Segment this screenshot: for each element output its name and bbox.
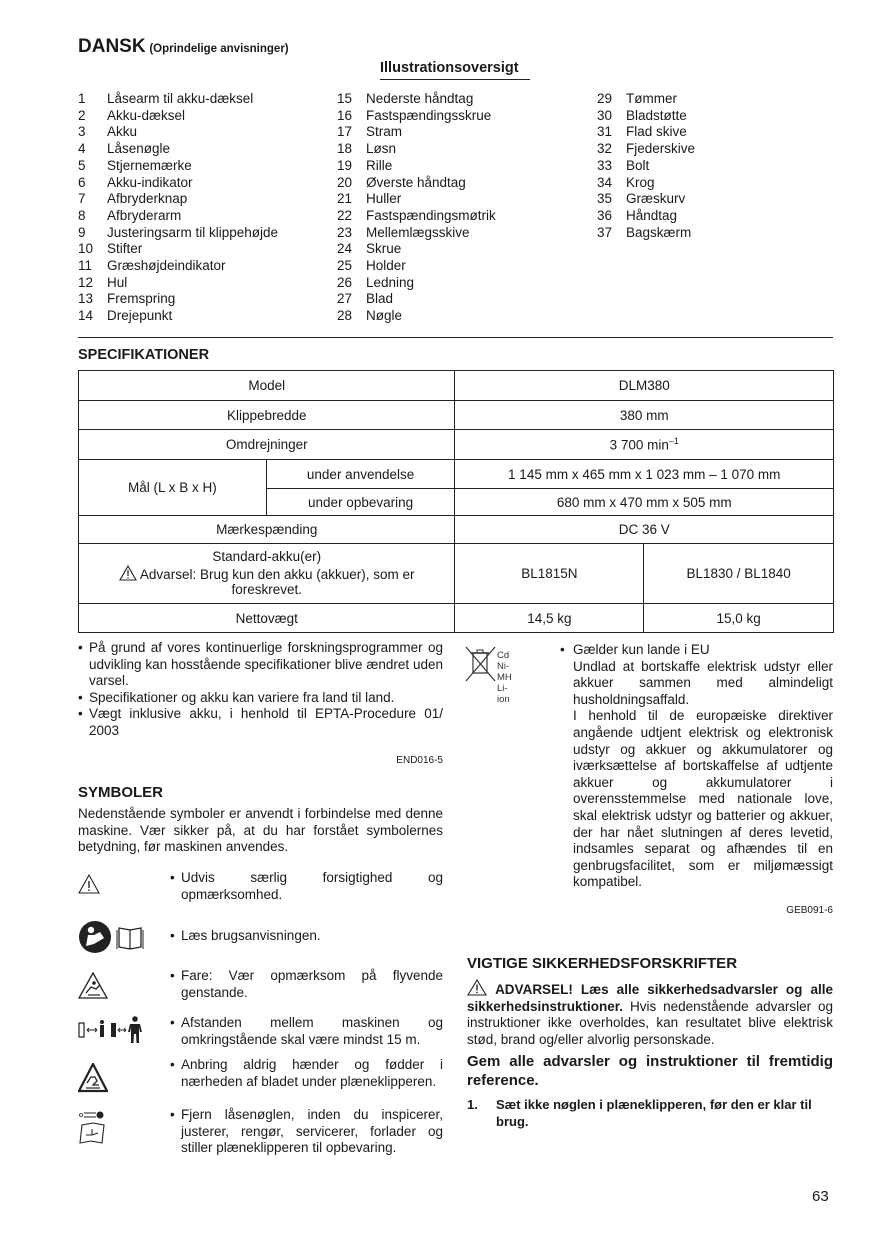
spec-value: DC 36 V — [455, 516, 834, 544]
part-item: 18 Løsn — [337, 141, 397, 157]
spec-label: Standard-akku(er) Advarsel: Brug kun den akku (akkuer), som er foreskrevet. — [79, 544, 455, 604]
read-manual-icon — [78, 920, 148, 954]
reference-code: GEB091-6 — [786, 904, 833, 916]
part-item: 1 Låsearm til akku-dæksel — [78, 91, 254, 106]
specifications-table — [78, 370, 834, 633]
part-item: 4 Låsenøgle — [78, 141, 171, 157]
spec-value: DLM380 — [455, 371, 834, 401]
spec-value: 3 700 $\min^{-1}$ — [455, 430, 834, 460]
symbol-item: • Læs brugsanvisningen. — [78, 920, 443, 957]
parts-list-col-3 — [597, 91, 695, 241]
part-item: 28 Nøgle — [337, 308, 403, 324]
warning-triangle-icon — [78, 874, 100, 894]
specification-notes — [78, 640, 443, 770]
part-item: 25 Holder — [337, 258, 406, 274]
symbol-item: • Udvis særlig forsigtighed og opmærksomhed. — [78, 870, 443, 903]
save-instructions-note: Gem alle advarsler og instruktioner til fremtidig reference. — [467, 1053, 833, 1089]
symbol-item: • Fjern låsenøglen, inden du inspicerer, justerer, rengør, servicerer, forlader og stiller plæneklipperen til opbevaring. — [78, 1107, 443, 1157]
spec-label: Mærkespænding — [79, 516, 455, 544]
section-divider — [78, 337, 833, 338]
spec-value: 14,5 kg — [455, 604, 644, 633]
part-item: 14 Drejepunkt — [78, 308, 173, 324]
warning-triangle-icon — [467, 979, 487, 996]
spec-row-voltage — [79, 516, 834, 544]
part-item: 11 Græshøjdeindikator — [78, 258, 226, 274]
part-item: 12 Hul — [78, 274, 128, 290]
note-item: • Vægt inklusive akku, i henhold til EPTA-Procedure 01/ 2003 — [78, 706, 443, 738]
page-number: 63 — [812, 1188, 829, 1205]
part-item: 30 Bladstøtte — [597, 107, 687, 123]
language-subtitle: (Oprindelige anvisninger) — [149, 43, 289, 55]
spec-value: 15,0 kg — [644, 604, 834, 633]
parts-list-col-2 — [337, 91, 496, 325]
spec-row-battery — [79, 544, 834, 604]
spec-label: Mål (L x B x H) — [79, 460, 267, 516]
part-item: 31 Flad skive — [597, 124, 687, 140]
warning-bold-text: ADVARSEL! Læs alle sikkerhedsadvarsler og alle sikkerhedsinstruktioner. — [467, 982, 833, 1014]
warning-triangle-icon — [119, 565, 137, 581]
language-name: DANSK — [78, 36, 146, 57]
spec-label: Model — [79, 371, 455, 401]
spec-value: BL1830 / BL1840 — [644, 544, 834, 604]
part-item: 13 Fremspring — [78, 291, 176, 307]
flying-objects-icon — [78, 972, 108, 1000]
crossed-bin-icon — [465, 645, 499, 685]
part-item: 32 Fjederskive — [597, 141, 696, 157]
spec-value: 1 145 mm x 465 mm x 1 023 mm – 1 070 mm — [455, 460, 834, 489]
spec-row-model — [79, 371, 834, 401]
part-item: 8 Afbryderarm — [78, 207, 182, 223]
safety-rule-item: 1. Sæt ikke nøglen i plæneklipperen, før den er klar til brug. — [467, 1097, 812, 1129]
part-item: 24 Skrue — [337, 241, 402, 257]
part-item: 19 Rille — [337, 157, 393, 173]
hands-feet-blade-icon — [78, 1063, 108, 1093]
part-item: 15 Nederste håndtag — [337, 91, 474, 106]
part-item: 16 Fastspændingsskrue — [337, 107, 492, 123]
page-language-title — [78, 36, 289, 58]
part-item: 3 Akku — [78, 124, 138, 140]
spec-sublabel: under opbevaring — [266, 489, 455, 516]
spec-sublabel: under anvendelse — [266, 460, 455, 489]
note-item: • Specifikationer og akku kan variere fra land til land. — [78, 689, 395, 705]
remove-key-icon — [78, 1107, 108, 1147]
note-item: • På grund af vores kontinuerlige forskningsprogrammer og udvikling kan hosstående specifikationer blive ændret uden varsel. — [78, 640, 443, 688]
symbols-intro: Nedenstående symboler er anvendt i forbindelse med denne maskine. Vær sikker på, at du har forstået symbolernes betydning, før maskinen anvendes. — [78, 806, 443, 854]
spec-row-cutting-width — [79, 401, 834, 430]
part-item: 33 Bolt — [597, 157, 650, 173]
weee-notice: • Gælder kun lande i EU Undlad at bortskaffe elektrisk udstyr eller akkuer sammen med almindeligt husholdningsaffald. I henhold til de europæiske direktiver angående udtjent elektrisk og elektronisk udstyr og akkuer og akkumulatorer og iværksættelse af bortskaffelse af udtjente akkuer og akkumulatorer i overensstemmelse med nationale love, skal elektrisk udstyr og batterier og akkuer, der har nået slutningen af deres levetid, indsamles separat og afhændes til en genbrugsfacilitet, som er miljømæssigt kompatibel. GEB091-6 — [560, 642, 833, 920]
spec-row-rpm — [79, 430, 834, 460]
part-item: 35 Græskurv — [597, 191, 686, 207]
part-item: 37 Bagskærm — [597, 224, 692, 240]
warning-body-text: Hvis nedenstående advarsler og instruktioner ikke overholdes, kan resultatet blive elektrisk stød, brand og/eller alvorlig personskade. — [467, 998, 833, 1047]
spec-label: Omdrejninger — [79, 430, 455, 460]
spec-value: BL1815N — [455, 544, 644, 604]
part-item: 5 Stjernemærke — [78, 157, 192, 173]
symbol-item: • Fare: Vær opmærksom på flyvende genstande. — [78, 968, 443, 1003]
part-item: 29 Tømmer — [597, 91, 677, 106]
spec-label: Nettovægt — [79, 604, 455, 633]
spec-row-weight — [79, 604, 834, 633]
part-item: 22 Fastspændingsmøtrik — [337, 207, 496, 223]
part-item: 17 Stram — [337, 124, 403, 140]
symbol-item: • Afstanden mellem maskinen og omkringstående skal være mindst 15 m. — [78, 1015, 443, 1048]
parts-list-col-1 — [78, 91, 278, 325]
part-item: 9 Justeringsarm til klippehøjde — [78, 224, 279, 240]
symbols-heading: SYMBOLER — [78, 784, 164, 801]
part-item: 21 Huller — [337, 191, 402, 207]
part-item: 20 Øverste håndtag — [337, 174, 466, 190]
part-item: 10 Stifter — [78, 241, 143, 257]
spec-row-dimensions-use — [79, 460, 834, 489]
battery-types: Cd Ni-MH Li-ion — [497, 650, 512, 705]
spec-value: 680 mm x 470 mm x 505 mm — [455, 489, 834, 516]
weee-symbol — [465, 645, 512, 705]
spec-label: Klippebredde — [79, 401, 455, 430]
safety-warning — [467, 979, 833, 1048]
keep-distance-icon — [78, 1015, 148, 1045]
part-item: 2 Akku-dæksel — [78, 107, 186, 123]
symbol-item: • Anbring aldrig hænder og fødder i nærheden af bladet under plæneklipperen. — [78, 1057, 443, 1096]
illustration-overview-heading: Illustrationsoversigt — [380, 60, 530, 80]
part-item: 7 Afbryderknap — [78, 191, 188, 207]
safety-heading: VIGTIGE SIKKERHEDSFORSKRIFTER — [467, 955, 738, 972]
part-item: 27 Blad — [337, 291, 394, 307]
part-item: 36 Håndtag — [597, 207, 678, 223]
specifications-heading: SPECIFIKATIONER — [78, 347, 210, 363]
part-item: 23 Mellemlægsskive — [337, 224, 470, 240]
part-item: 26 Ledning — [337, 274, 415, 290]
spec-value: 380 mm — [455, 401, 834, 430]
part-item: 6 Akku-indikator — [78, 174, 193, 190]
reference-code: END016-5 — [396, 755, 443, 766]
part-item: 34 Krog — [597, 174, 655, 190]
